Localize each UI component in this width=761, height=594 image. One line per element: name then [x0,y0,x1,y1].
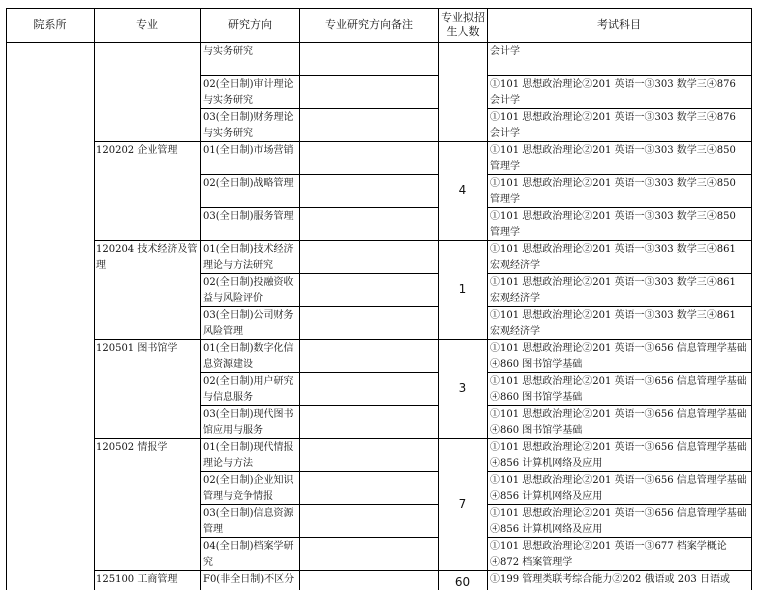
direction-cell: 01(全日制)数字化信息资源建设 [203,343,294,370]
direction-cell: 01(全日制)技术经济理论与方法研究 [203,244,294,271]
quota-cell: 7 [458,497,467,511]
header-exam: 考试科目 [597,18,641,31]
direction-cell: 02(全日制)企业知识管理与竞争情报 [203,475,294,502]
row-separator [487,537,751,538]
group-separator [94,339,751,340]
major-name-cell: 120202 企业管理 [96,145,178,156]
column-line [751,8,752,590]
major-name-cell: 125100 工商管理 [96,574,178,585]
quota-cell: 3 [458,381,467,395]
exam-subjects-cell: ①101 思想政治理论②201 英语一③303 数学三④861 宏观经济学 [490,244,736,271]
exam-subjects-cell: ①101 思想政治理论②201 英语一③303 数学三④850 管理学 [490,145,736,172]
major-name-cell: 120502 情报学 [96,442,168,453]
exam-subjects-cell: ①101 思想政治理论②201 英语一③656 信息管理学基础④856 计算机网络及应用 [490,442,747,469]
exam-subjects-cell: ①101 思想政治理论②201 英语一③303 数学三④861 宏观经济学 [490,310,736,337]
exam-subjects-cell: ①101 思想政治理论②201 英语一③303 数学三④850 管理学 [490,211,736,238]
major-name-cell: 120501 图书馆学 [96,343,178,354]
quota-cell: 4 [458,183,467,197]
direction-cell: 03(全日制)公司财务风险管理 [203,310,294,337]
column-line [299,8,300,590]
exam-subjects-cell: ①101 思想政治理论②201 英语一③656 信息管理学基础④856 计算机网络及应用 [490,475,747,502]
row-separator [200,207,438,208]
row-separator [200,471,438,472]
header-dept: 院系所 [33,18,67,31]
direction-cell: 03(全日制)服务管理 [203,211,294,222]
row-separator [487,174,751,175]
group-separator [94,570,751,571]
exam-subjects-cell: ①101 思想政治理论②201 英语一③303 数学三④876 会计学 [490,112,736,139]
direction-cell: 03(全日制)现代图书馆应用与服务 [203,409,294,436]
row-separator [200,504,438,505]
row-separator [487,504,751,505]
direction-cell: 01(全日制)市场营销 [203,145,294,156]
row-separator [200,174,438,175]
group-separator [94,240,751,241]
column-line [200,8,201,590]
row-separator [200,537,438,538]
exam-subjects-cell: ①101 思想政治理论②201 英语一③303 数学三④861 宏观经济学 [490,277,736,304]
quota-cell: 1 [458,282,467,296]
exam-subjects-cell: ①101 思想政治理论②201 英语一③656 信息管理学基础④860 图书馆学基础 [490,376,747,403]
column-line [487,8,488,590]
quota-cell [438,42,487,141]
direction-cell: 04(全日制)档案学研究 [203,541,294,568]
group-separator [94,438,751,439]
table-border-top [6,8,752,9]
direction-cell: F0(非全日制)不区分 [203,574,295,585]
direction-cell: 02(全日制)用户研究与信息服务 [203,376,294,403]
exam-subjects-cell: ①101 思想政治理论②201 英语一③656 信息管理学基础④856 计算机网络及应用 [490,508,747,535]
header-separator [6,42,752,43]
row-separator [487,273,751,274]
row-separator [200,405,438,406]
admissions-table [6,8,752,590]
row-separator [487,207,751,208]
row-separator [200,273,438,274]
direction-cell: 03(全日制)信息资源管理 [203,508,294,535]
row-separator [487,471,751,472]
header-major: 专业 [136,18,158,31]
major-name-cell: 120204 技术经济及管理 [96,244,198,271]
exam-subjects-cell: ①101 思想政治理论②201 英语一③656 信息管理学基础④860 图书馆学基础 [490,409,747,436]
column-line [6,42,7,590]
direction-cell: 02(全日制)战略管理 [203,178,294,189]
group-separator [94,141,751,142]
row-separator [200,372,438,373]
row-separator [200,75,438,76]
quota-cell: 60 [454,575,471,589]
row-separator [200,108,438,109]
direction-cell: 03(全日制)财务理论与实务研究 [203,112,294,139]
exam-subjects-cell: ①199 管理类联考综合能力②202 俄语或 203 日语或 [490,574,730,585]
row-separator [487,405,751,406]
direction-cell: 与实务研究 [203,46,253,57]
direction-cell: 02(全日制)投融资收益与风险评价 [203,277,294,304]
header-note: 专业研究方向备注 [325,18,413,31]
direction-cell: 02(全日制)审计理论与实务研究 [203,79,294,106]
exam-subjects-cell: 会计学 [490,46,520,57]
direction-cell: 01(全日制)现代情报理论与方法 [203,442,294,469]
major-name-cell [96,44,198,140]
row-separator [200,306,438,307]
row-separator [487,306,751,307]
exam-subjects-cell: ①101 思想政治理论②201 英语一③303 数学三④876 会计学 [490,79,736,106]
row-separator [487,75,751,76]
exam-subjects-cell: ①101 思想政治理论②201 英语一③677 档案学概论④872 档案管理学 [490,541,727,568]
column-line [94,8,95,590]
header-direction: 研究方向 [228,18,272,31]
column-line [6,8,7,43]
exam-subjects-cell: ①101 思想政治理论②201 英语一③303 数学三④850 管理学 [490,178,736,205]
row-separator [487,108,751,109]
exam-subjects-cell: ①101 思想政治理论②201 英语一③656 信息管理学基础④860 图书馆学基础 [490,343,747,370]
header-quota: 专业拟招生人数 [441,11,485,38]
row-separator [487,372,751,373]
